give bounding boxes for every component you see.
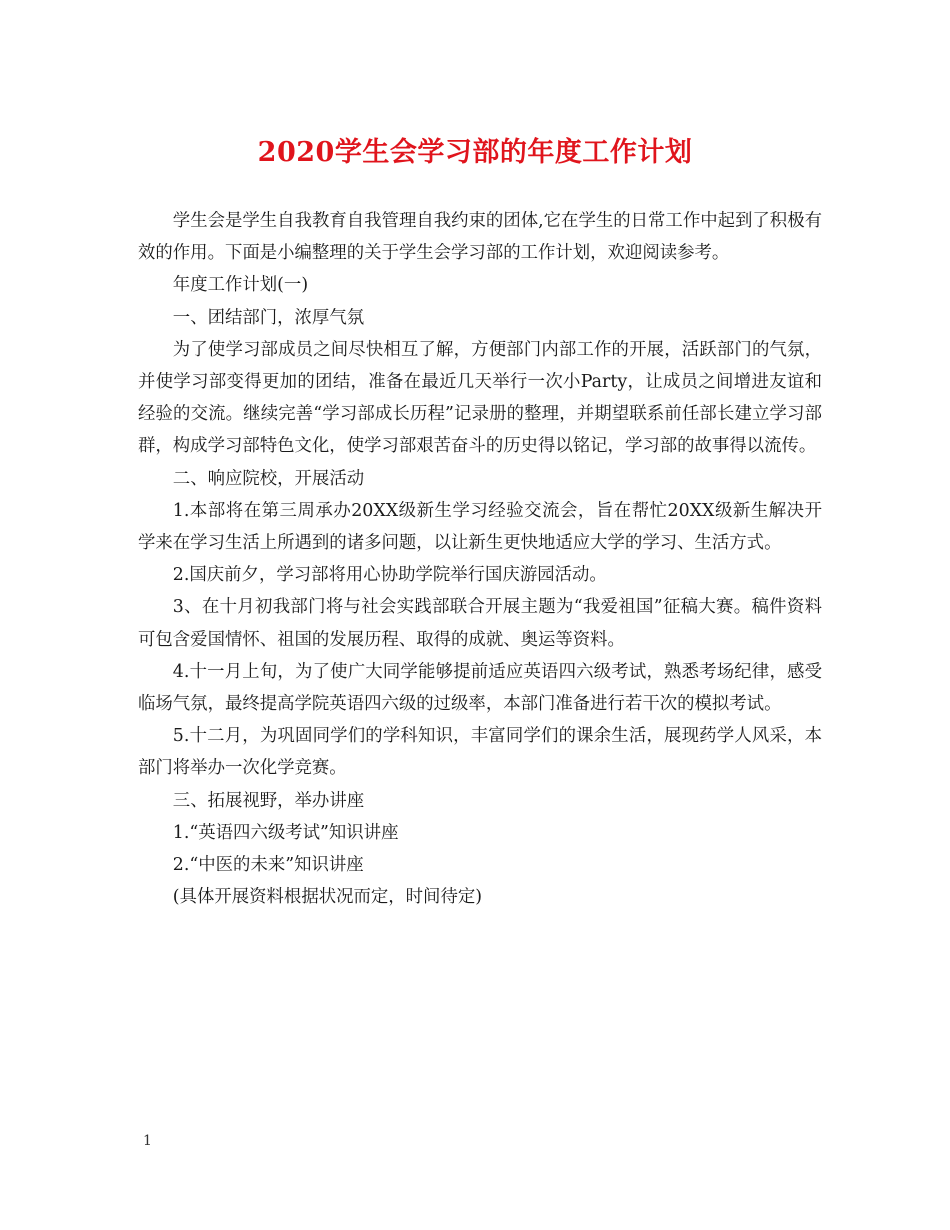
paragraph-plan-heading: 年度工作计划(一): [172, 275, 309, 296]
paragraph-note: (具体开展资料根据状况而定，时间待定): [172, 887, 483, 908]
list-item-activity-5: 5.十二月，为巩固同学们的学科知识，丰富同学们的课余生活，展现药学人风采，本部门将举办一次化学竞赛。: [138, 726, 822, 779]
list-item-activity-3: 3、在十月初我部门将与社会实践部联合开展主题为“我爱祖国”征稿大赛。稿件资料可包含爱国情怀、祖国的发展历程、取得的成就、奥运等资料。: [138, 597, 822, 650]
list-item-lecture-1: 1.“英语四六级考试”知识讲座: [172, 822, 399, 843]
list-item-activity-4: 4.十一月上旬，为了使广大同学能够提前适应英语四六级考试，熟悉考场纪律，感受临场气氛，最终提高学院英语四六级的过级率，本部门准备进行若干次的模拟考试。: [138, 661, 822, 715]
section-heading-2: 二、响应院校，开展活动: [172, 468, 365, 489]
section-heading-3: 三、拓展视野，举办讲座: [172, 790, 365, 811]
document-body: [138, 205, 822, 913]
page-number: 1: [143, 1133, 152, 1149]
document-title: 2020学生会学习部的年度工作计划: [257, 137, 693, 168]
list-item-lecture-2: 2.“中医的未来”知识讲座: [172, 855, 364, 876]
list-item-activity-1: 1.本部将在第三周承办20XX级新生学习经验交流会，旨在帮忙20XX级新生解决开学来在学习生活上所遇到的诸多问题，以让新生更快地适应大学的学习、生活方式。: [138, 500, 822, 554]
paragraph-intro: 学生会是学生自我教育自我管理自我约束的团体,它在学生的日常工作中起到了积极有效的作用。下面是小编整理的关于学生会学习部的工作计划，欢迎阅读参考。: [138, 211, 822, 264]
paragraph-section-1: 为了使学习部成员之间尽快相互了解，方便部门内部工作的开展，活跃部门的气氛，并使学习部变得更加的团结，准备在最近几天举行一次小Party，让成员之间增进友谊和经验的交流。继续完善“学习部成长历程”记录册的整理，并期望联系前任部长建立学习部群，构成学习部特色文化，使学习部艰苦奋斗的历史得以铭记，学习部的故事得以流传。: [138, 339, 822, 457]
list-item-activity-2: 2.国庆前夕，学习部将用心协助学院举行国庆游园活动。: [172, 565, 607, 586]
section-heading-1: 一、团结部门，浓厚气氛: [172, 307, 365, 328]
